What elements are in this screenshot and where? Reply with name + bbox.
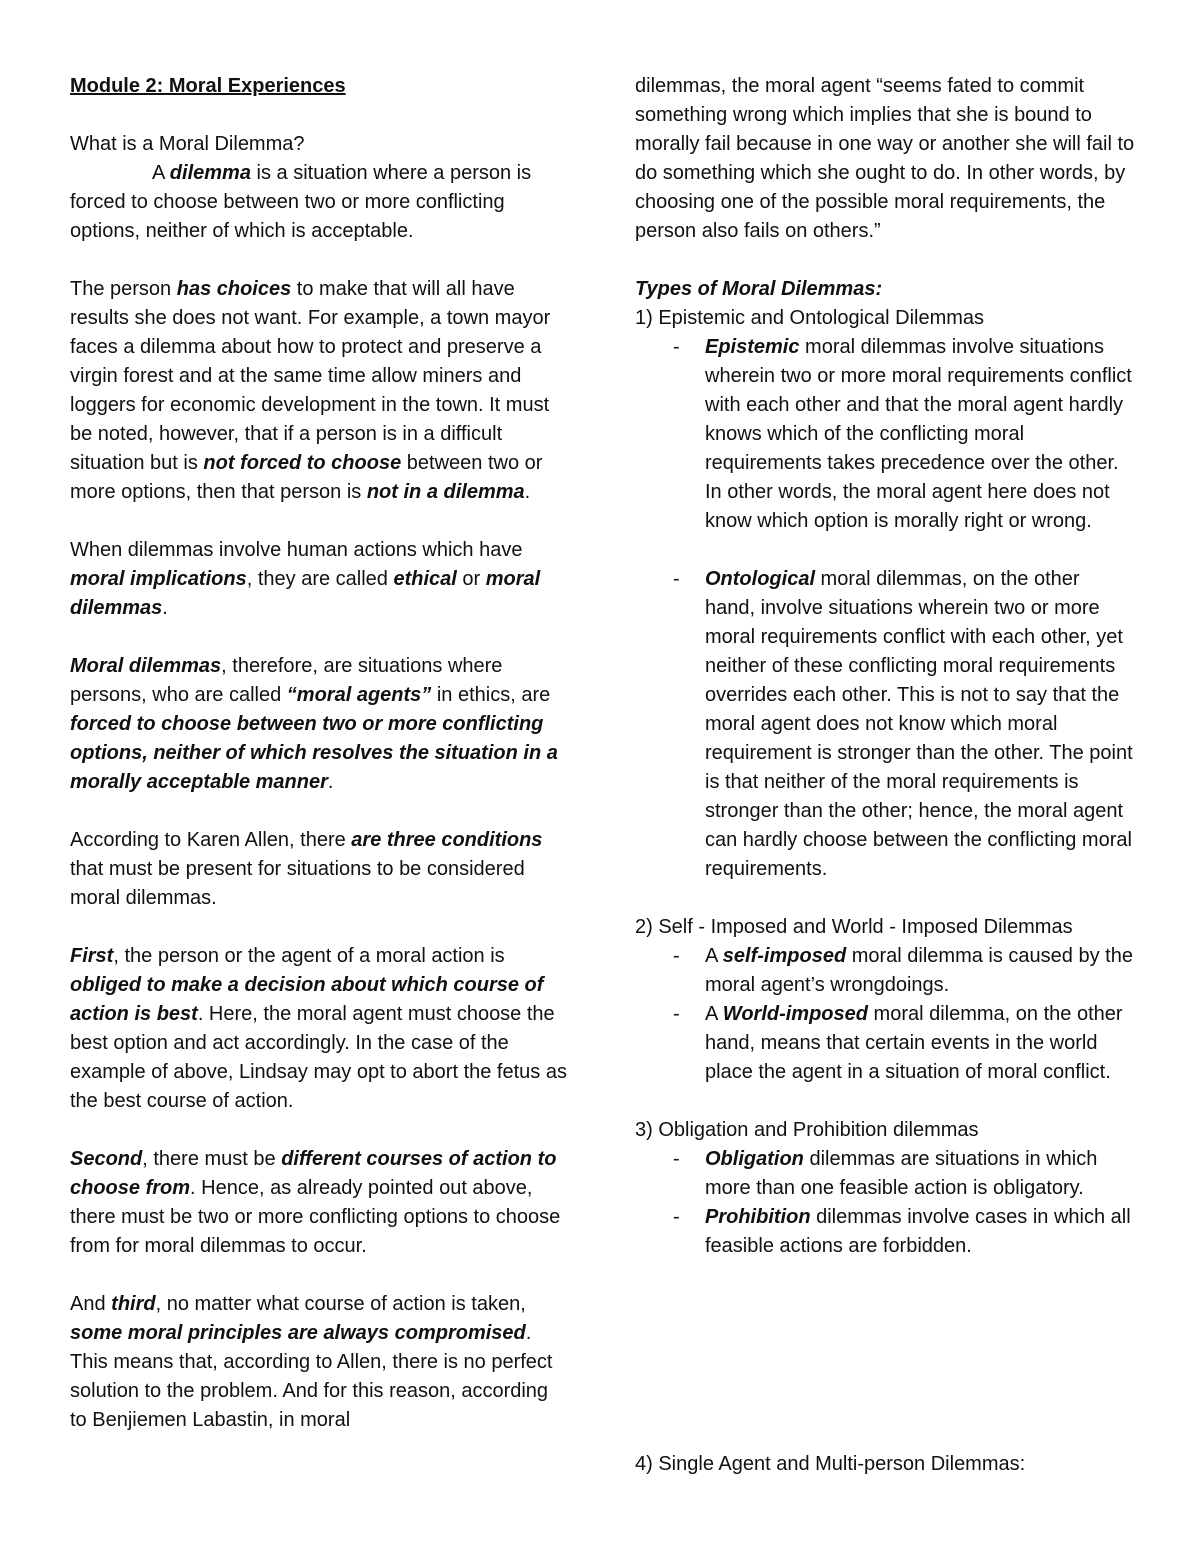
bullet-dash: -: [673, 945, 680, 967]
bullet-dash: -: [673, 1206, 680, 1228]
left-column: [70, 72, 570, 1435]
bullet-dash: -: [673, 568, 680, 590]
type-1-heading: 1) Epistemic and Ontological Dilemmas: [635, 307, 985, 329]
list-item: - Prohibition dilemmas involve cases in which all feasible actions are forbidden.: [635, 1203, 1135, 1261]
paragraph-dilemma-definition: A dilemma is a situation where a person is forced to choose between two or more conflicting options, neither of which is acceptable.: [70, 162, 532, 242]
list-item: - Obligation dilemmas are situations in which more than one feasible action is obligatory.: [635, 1145, 1135, 1203]
paragraph-second-condition: Second, there must be different courses of action to choose from. Hence, as already pointed out above, there must be two or more conflicting options to choose from for moral dilemmas to occur.: [70, 1148, 561, 1257]
paragraph-labastin-quote: dilemmas, the moral agent “seems fated to commit something wrong which implies that she is bound to morally fail because in one way or another she will fail to do something which she ought to do. In other words, by choosing one of the possible moral requirements, the person also fails on others.”: [635, 75, 1135, 242]
right-column: [635, 72, 1135, 1261]
type-2-heading: 2) Self - Imposed and World - Imposed Dilemmas: [635, 916, 1073, 938]
bullet-dash: -: [673, 1148, 680, 1170]
section-question: What is a Moral Dilemma?: [70, 133, 305, 155]
paragraph-ethical-dilemmas: When dilemmas involve human actions which have moral implications, they are called ethical or moral dilemmas.: [70, 539, 541, 619]
bullet-dash: -: [673, 1003, 680, 1025]
paragraph-first-condition: First, the person or the agent of a moral action is obliged to make a decision about which course of action is best. Here, the moral agent must choose the best option and act accordingly. In the case of the example of above, Lindsay may opt to abort the fetus as the best course of action.: [70, 945, 567, 1112]
list-item: - A self-imposed moral dilemma is caused by the moral agent’s wrongdoings.: [635, 942, 1135, 1000]
type-3-heading: 3) Obligation and Prohibition dilemmas: [635, 1119, 979, 1141]
list-item: - Epistemic moral dilemmas involve situations wherein two or more moral requirements conflict with each other and that the moral agent hardly knows which of the conflicting moral requirements takes precedence over the other. In other words, the moral agent here does not know which option is morally right or wrong.: [635, 333, 1135, 536]
paragraph-choices: The person has choices to make that will all have results she does not want. For example, a town mayor faces a dilemma about how to protect and preserve a virgin forest and at the same time allow miners and loggers for economic development in the town. It must be noted, however, that if a person is in a difficult situation but is not forced to choose between two or more options, then that person is not in a dilemma.: [70, 278, 551, 503]
type-4-heading: 4) Single Agent and Multi-person Dilemmas:: [635, 1453, 1026, 1475]
paragraph-three-conditions: According to Karen Allen, there are three conditions that must be present for situations to be considered moral dilemmas.: [70, 829, 543, 909]
bullet-dash: -: [673, 336, 680, 358]
paragraph-third-condition: And third, no matter what course of action is taken, some moral principles are always compromised. This means that, according to Allen, there is no perfect solution to the problem. And for this reason, according to Benjiemen Labastin, in moral: [70, 1293, 553, 1431]
list-item: - A World-imposed moral dilemma, on the other hand, means that certain events in the world place the agent in a situation of moral conflict.: [635, 1000, 1135, 1087]
paragraph-moral-agents: Moral dilemmas, therefore, are situations where persons, who are called “moral agents” in ethics, are forced to choose between two or more conflicting options, neither of which resolves the situation in a morally acceptable manner.: [70, 655, 558, 793]
module-title: Module 2: Moral Experiences: [70, 75, 346, 97]
types-heading: Types of Moral Dilemmas:: [635, 278, 883, 300]
list-item: - Ontological moral dilemmas, on the other hand, involve situations wherein two or more moral requirements conflict with each other, yet neither of these conflicting moral requirements overrides each other. This is not to say that the moral agent does not know which moral requirement is stronger than the other. The point is that neither of the moral requirements is stronger than the other; hence, the moral agent can hardly choose between the conflicting moral requirements.: [635, 565, 1135, 884]
